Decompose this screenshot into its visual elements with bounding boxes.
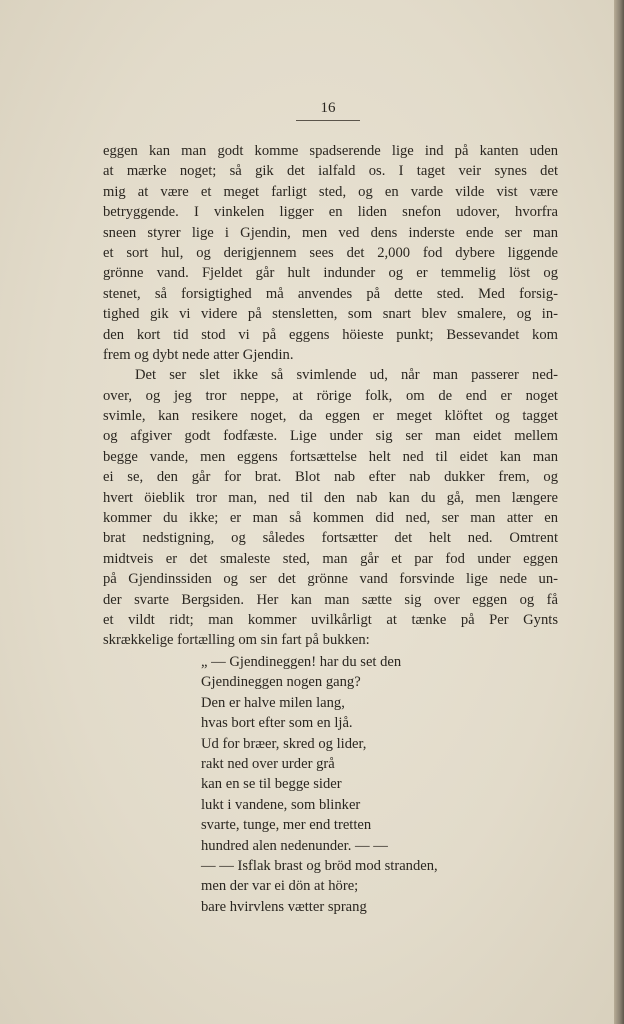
verse-line: men der var ei dön at höre; xyxy=(201,878,359,895)
text-line: den kort tid stod vi på eggens höieste punkt; Bessevandet kom xyxy=(103,326,558,343)
text-line: Det ser slet ikke så svimlende ud, når man passerer ned- xyxy=(135,367,558,384)
text-line: stenet, så forsigtighed må anvendes på dette sted. Med forsig- xyxy=(103,285,558,302)
verse-line: kan en se til begge sider xyxy=(201,776,342,793)
verse-line: „ — Gjendineggen! har du set den xyxy=(201,654,402,670)
text-line: frem og dybt nede atter Gjendin. xyxy=(103,346,294,363)
text-line: der svarte Bergsiden. Her kan man sætte sig over eggen og få xyxy=(103,591,558,608)
text-line: brat nedstigning, og således fortsætter det helt ned. Omtrent xyxy=(103,530,558,547)
verse-line: — — Isflak brast og bröd mod stranden, xyxy=(201,857,438,874)
verse-line: svarte, tunge, mer end tretten xyxy=(201,817,372,834)
text-line: midtveis er det smaleste sted, man går et par fod under eggen xyxy=(103,550,558,567)
text-line: eggen kan man godt komme spadserende lige ind på kanten uden xyxy=(103,143,558,159)
page-edge xyxy=(614,0,624,1024)
verse-line: lukt i vandene, som blinker xyxy=(201,796,361,813)
verse-line: Gjendineggen nogen gang? xyxy=(201,674,361,691)
text-line: sneen styrer lige i Gjendin, men ved dens inderste ende ser man xyxy=(103,224,558,241)
verse-quote xyxy=(201,652,438,917)
text-line: grönne vand. Fjeldet går hult indunder og er temmelig löst og xyxy=(103,265,558,282)
text-line: svimle, kan resikere noget, da eggen er meget klöftet og tagget xyxy=(103,408,558,425)
verse-line: hundred alen nedenunder. — — xyxy=(201,837,388,854)
verse-line: bare hvirvlens vætter sprang xyxy=(201,898,367,915)
text-line: begge vande, men eggens fortsættelse helt ned til eidet kan man xyxy=(103,448,558,465)
verse-line: Ud for bræer, skred og lider, xyxy=(201,735,367,752)
text-line: tighed gik vi videre på stensletten, som snart blev smalere, og in- xyxy=(103,306,558,323)
text-line: over, og jeg tror neppe, at rörige folk, om de end er noget xyxy=(103,387,558,404)
text-line: et vildt ridt; man kommer uvilkårligt at tænke på Per Gynts xyxy=(103,611,558,628)
page-number: 16 xyxy=(296,100,360,121)
verse-line: hvas bort efter som en ljå. xyxy=(201,715,353,732)
verse-line: Den er halve milen lang, xyxy=(201,694,345,711)
text-line: og afgiver godt fodfæste. Lige under sig ser man eidet mellem xyxy=(103,428,558,445)
text-line: ei se, den går for brat. Blot nab efter nab dukker frem, og xyxy=(103,469,558,486)
verse-line: rakt ned over urder grå xyxy=(201,755,335,772)
text-line: at mærke noget; så gik det ialfald os. I taget veir synes det xyxy=(103,163,558,180)
text-line: mig at være et meget farligt sted, og en varde vilde vist være xyxy=(103,183,558,200)
body-text xyxy=(103,141,558,651)
text-line: hvert öieblik tror man, ned til den nab kan du gå, men længere xyxy=(103,489,558,506)
text-line: et sort hul, og derigjennem sees det 2,000 fod dybere liggende xyxy=(103,244,558,261)
text-line: på Gjendinssiden og ser det grönne vand forsvinde lige nede un- xyxy=(103,571,558,588)
text-line: kommer du ikke; er man så kommen did ned, ser man atter en xyxy=(103,510,558,527)
text-line: betryggende. I vinkelen ligger en liden snefon udover, hvorfra xyxy=(103,204,558,221)
text-line: skrækkelige fortælling om sin fart på bukken: xyxy=(103,632,370,649)
